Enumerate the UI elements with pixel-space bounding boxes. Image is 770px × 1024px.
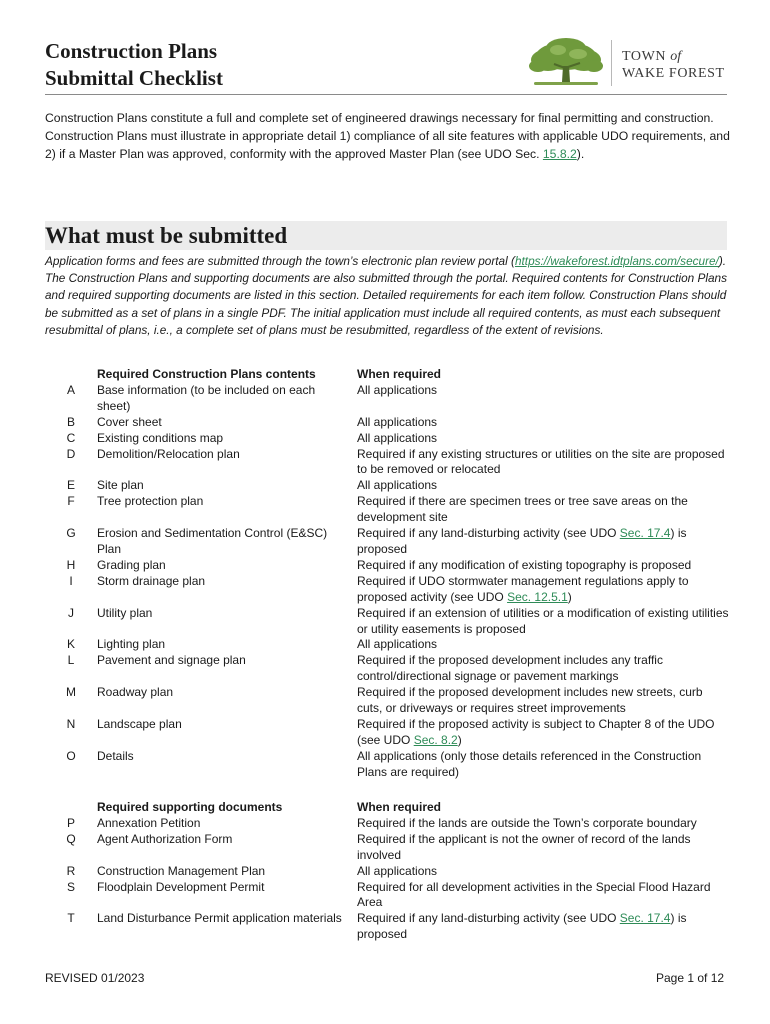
when-header: When required [357,800,442,814]
intro-after: ). [576,147,585,161]
table-header-row [45,367,729,383]
page-number: Page 1 of 12 [656,971,725,985]
row-item: Details [97,748,134,763]
row-letter: R [66,863,76,878]
letter-header [45,367,97,383]
when-text: Required if UDO stormwater management regulations apply to proposed activity (see UDO [357,573,689,604]
row-when-required: Required if the lands are outside the Town’s corporate boundary [357,815,697,830]
table-row [45,864,729,880]
row-item: Existing conditions map [97,430,224,445]
row-when-required [357,717,729,749]
row-letter: G [66,526,76,541]
row-item: Tree protection plan [97,494,204,509]
table-row [45,494,729,526]
row-letter: S [66,879,75,894]
when-text-after: ) [567,589,572,604]
row-when-required: Required if any modification of existing topography is proposed [357,557,692,572]
logo-divider [611,40,612,86]
when-text-after: ) is proposed [357,911,687,942]
revised-date: REVISED 01/2023 [45,971,145,985]
table-row [45,606,729,638]
section-description [45,253,735,339]
row-when-required: All applications [357,382,438,397]
logo-name: WAKE FOREST [622,66,725,81]
table-row [45,383,729,415]
row-item: Site plan [97,478,144,493]
row-when-required: All applications [357,637,438,652]
row-item: Floodplain Development Permit [97,879,265,894]
row-letter: T [67,911,75,926]
row-when-required [357,526,729,558]
row-letter: L [67,653,75,668]
when-text: Required if any land-disturbing activity (see UDO [357,911,620,926]
logo-of: of [670,49,682,64]
title-line-1: Construction Plans [45,39,218,63]
when-header: When required [357,367,442,381]
row-letter: J [68,605,74,620]
row-item: Pavement and signage plan [97,653,246,668]
row-item: Utility plan [97,605,153,620]
row-when-required: Required for all development activities in the Special Flood Hazard Area [357,879,711,910]
row-when-required [357,574,729,606]
row-when-required: Required if an extension of utilities or a modification of existing utilities or utility easements is proposed [357,605,729,636]
when-text: Required if the proposed activity is subject to Chapter 8 of the UDO (see UDO [357,716,715,747]
table-row [45,574,729,606]
table-header-row [45,800,729,816]
logo-town: TOWN [622,49,667,64]
desc-after: ). The Construction Plans and supporting documents are also submitted through the portal. Required contents for Construction Plans and required supporting documents are listed in this section. Detailed requirements for each item follow. Construction Plans should be submitted as a set of plans in a single PDF. The initial application must include all required contents, as must each subsequent resubmittal of plans, i.e., a complete set of plans must be resubmitted, regardless of the extent of revisions. [45,254,727,337]
table-row [45,431,729,447]
row-item: Lighting plan [97,637,166,652]
row-when-required: All applications [357,414,438,429]
udo-section-link[interactable]: Sec. 17.4 [619,526,671,541]
udo-section-link[interactable]: Sec. 12.5.1 [507,589,568,604]
row-item: Cover sheet [97,414,162,429]
row-letter: C [66,430,76,445]
row-when-required: Required if the proposed development includes new streets, curb cuts, or driveways or requires street improvements [357,685,703,716]
table-row [45,832,729,864]
table-row [45,717,729,749]
udo-section-link[interactable]: Sec. 17.4 [619,911,671,926]
row-letter: Q [66,831,76,846]
row-item: Landscape plan [97,716,182,731]
row-when-required: All applications [357,863,438,878]
portal-link[interactable]: https://wakeforest.idtplans.com/secure/ [514,254,719,268]
desc-before: Application forms and fees are submitted through the town’s electronic plan review portal ( [45,254,515,268]
row-letter: P [66,815,75,830]
table-row [45,880,729,912]
when-text: Required if any land-disturbing activity (see UDO [357,526,620,541]
row-letter: E [66,478,75,493]
table-row [45,911,729,943]
row-item: Roadway plan [97,685,174,700]
letter-header [45,800,97,816]
row-letter: K [66,637,75,652]
udo-section-link[interactable]: Sec. 8.2 [413,732,458,747]
construction-plans-contents-table [45,367,729,781]
row-item: Construction Management Plan [97,863,266,878]
row-letter: H [66,557,76,572]
row-letter: M [66,685,76,700]
row-when-required: Required if the proposed development includes any traffic control/directional signage or pavement markings [357,653,663,684]
row-letter: I [69,573,73,588]
table-row [45,685,729,717]
contents-header: Required Construction Plans contents [97,367,316,381]
row-when-required: All applications [357,430,438,445]
row-letter: F [67,494,75,509]
row-item: Demolition/Relocation plan [97,446,240,461]
intro-paragraph [45,109,735,163]
row-when-required: All applications (only those details referenced in the Construction Plans are required) [357,748,702,779]
row-letter: O [66,748,76,763]
table-row [45,526,729,558]
table-row [45,653,729,685]
header-rule [45,94,727,95]
supporting-header: Required supporting documents [97,800,283,814]
row-when-required: Required if the applicant is not the owner of record of the lands involved [357,831,691,862]
supporting-documents-table [45,800,729,943]
table-row [45,447,729,479]
row-item: Land Disturbance Permit application materials [97,911,342,926]
page-title [45,38,223,92]
section-title: What must be submitted [45,223,288,248]
row-item: Storm drainage plan [97,573,206,588]
table-row [45,415,729,431]
when-text-after: ) [457,732,462,747]
oak-tree-icon [528,36,604,88]
udo-link-15-8-2[interactable]: 15.8.2 [542,147,577,161]
row-when-required: All applications [357,478,438,493]
title-line-2: Submittal Checklist [45,66,223,90]
row-when-required: Required if any existing structures or utilities on the site are proposed to be removed or relocated [357,446,725,477]
table-row [45,749,729,781]
row-letter: A [66,382,75,397]
row-letter: D [66,446,76,461]
intro-text: Construction Plans constitute a full and complete set of engineered drawings necessary for final permitting and construction. Construction Plans must illustrate in appropriate detail 1) compliance of all site features with applicable UDO requirements, and 2) if a Master Plan was approved, conformity with the approved Master Plan (see UDO Sec. [45,111,730,161]
row-when-required [357,911,729,943]
table-row [45,558,729,574]
row-letter: B [66,414,75,429]
row-item: Annexation Petition [97,815,201,830]
table-row [45,816,729,832]
row-item: Erosion and Sedimentation Control (E&SC) Plan [97,526,328,556]
table-row [45,637,729,653]
row-letter: N [66,716,76,731]
row-item: Agent Authorization Form [97,831,233,846]
town-logo-text [622,48,725,82]
table-row [45,478,729,494]
row-item: Grading plan [97,557,166,572]
when-text-after: ) is proposed [357,526,687,556]
row-item: Base information (to be included on each sheet) [97,382,316,413]
row-when-required: Required if there are specimen trees or tree save areas on the development site [357,494,688,525]
